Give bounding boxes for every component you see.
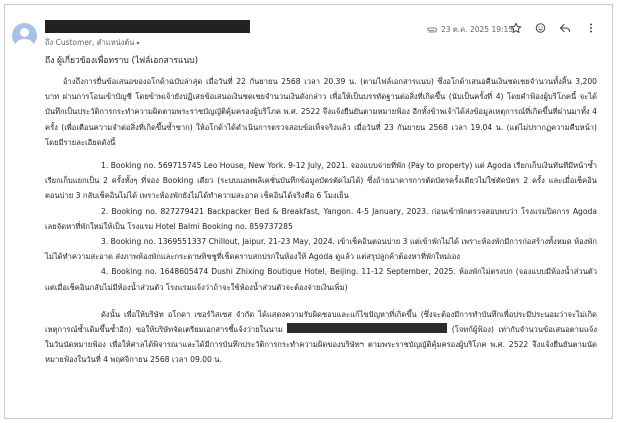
sender-name-redacted	[45, 20, 250, 33]
email-date: 23 ต.ค. 2025 19:15	[441, 25, 514, 34]
emoji-reaction-button[interactable]	[533, 20, 549, 36]
booking-item-1: 1. Booking no. 569715745 Leo House, New York. 9-12 July, 2021. จองแบบจ่ายที่พัก (Pay to property) แต่ Agoda เรียกเก็บเงินทันทีมีหน้าซ้ำ เรียกเก็บแยกเป็น 2 ครั้งทั้งๆ ที่จอง Booking เดียว (ระบบแอพพลิเคชั่นบันทึกข้อมูลบัตรตัดไม่ได้) ซึ่งถ้าธนาคารการตัดบัตรครั้งเดียวไม่ใช่ตัดบัตร 2 ครั้ง และเมื่อเช็คอินตอนบ่าย 3 กลับเช็คอินไม่ได้ เพราะห้องพักยังไม่ได้ทำความสะอาด เช็คอินได้จริงคือ 6 โมงเย็น	[45, 161, 597, 201]
chevron-down-icon[interactable]: ▾	[136, 40, 140, 47]
attachment-icon	[426, 26, 437, 34]
recipients-text: ถึง Customer, ตำแหน่งต้น	[45, 38, 135, 47]
email-greeting: ถึง ผู้เกี่ยวข้องเพื่อทราบ (ไฟล์เอกสารแนบ)	[45, 56, 199, 66]
star-button[interactable]	[508, 20, 524, 36]
reply-button[interactable]	[557, 20, 573, 36]
avatar-body-shape	[15, 39, 34, 48]
booking-item-3: 3. Booking no. 1369551337 Chillout, Jaipur. 21-23 May, 2024. เข้าเช็คอินตอนบ่าย 3 แต่เข้าพักไม่ได้ เพราะห้องพักมีการก่อสร้างทั้งหมด ห้องพักไม่ได้ทำความสะอาด ส่งภาพห้องพักและกระดาษทิชชูที่เช็ดคราบสกปรกในห้องให้ Agoda ดูแล้ว แต่สรุปลูกค้าต้องหาที่พักใหม่เอง	[45, 237, 597, 262]
body-paragraph-closing	[45, 307, 597, 368]
booking-item-2: 2. Booking no. 827279421 Backpacker Bed & Breakfast, Yangon. 4-5 January, 2023. ก่อนเข้าพักตรวจสอบพบว่า โรงแรมปิดการ Agoda เลยจัดหาที่พักใหม่ให้เป็น โรงแรม Hotel Balmi Booking no. 859737285	[45, 206, 597, 231]
email-body	[45, 74, 597, 368]
spacer	[45, 295, 597, 307]
more-vert-icon	[585, 22, 597, 34]
redacted-name	[287, 323, 447, 333]
star-icon	[510, 22, 522, 34]
reply-icon	[559, 22, 571, 34]
sender-avatar[interactable]	[12, 23, 37, 48]
emoji-reaction-icon	[535, 22, 547, 34]
closing-text-after: (โจทก์ผู้ฟ้อง) เท่ากับจำนวนข้อเสนอตามแจ้งในวันนัดหมายฟ้อง เพื่อให้ศาลได้พิจารณาและได้มีการบันทึกประวัติการกระทำความผิดของบริษัทฯ ตามพระราชบัญญัติคุ้มครองผู้บริโภค พ.ศ. 2522 จึงแจ้งยืนยันตามนัดหมายฟ้องในวันที่ 4 พฤศจิกายน 2568 เวลา 09.00 น.	[45, 325, 598, 365]
recipients-line[interactable]	[45, 37, 139, 49]
avatar-head-shape	[20, 28, 29, 37]
more-options-button[interactable]	[583, 20, 599, 36]
booking-item-4: 4. Booking no. 1648605474 Dushi Zhixing Boutique Hotel, Beijing. 11-12 September, 2025. ห้องพักไม่ตรงปก (จองแบบมีห้องน้ำส่วนตัว แต่เมื่อเช็คอินกลับไม่มีห้องน้ำส่วนตัว โรงแรมแจ้งว่าถ้าจะใช้ห้องน้ำส่วนตัวจะต้องจ่ายเงินเพิ่ม)	[45, 267, 597, 292]
body-paragraph-intro: อ้างถึงการยื่นข้อเสนอของอโกด้าฉบับล่าสุด เมื่อวันที่ 22 กันยายน 2568 เวลา 20.39 น. (ตามไฟล์เอกสารแนบ) ซึ่งอโกด้าเสนอคืนเงินชดเชยจำนวนทั้งสิ้น 3,200 บาท ผ่านการโอนเข้าบัญชี โดยข้าพเจ้ายังปฏิเสธข้อเสนอเงินชดเชยจำนวนเงินดังกล่าว เพื่อให้เป็นบรรทัดฐานต่อสิ่งที่เกิดขึ้น (นับเป็นครั้งที่ 4) โดยคำฟ้องผู้บริโภคนี้ จะได้บันทึกเป็นประวัติการกระทำความผิดตามพระราชบัญญัติคุ้มครองผู้บริโภค พ.ศ. 2522 จึงแจ้งยืนยันตามหมายฟ้อง อีกทั้งข้าพเจ้าได้ส่งข้อมูลเหตุการณ์ที่เกิดขึ้นที่ผ่านมาทั้ง 4 ครั้ง (เพื่อเตือนความจำต่อสิ่งที่เกิดขึ้นซ้ำซาก) ให้อโกด้าได้ดำเนินการตรวจสอบข้อเท็จจริงแล้ว เมื่อวันที่ 23 กันยายน 2568 เวลา 19.04 น. (แต่ไม่ปรากฏความคืบหน้า) โดยมีรายละเอียดดังนี้	[45, 77, 597, 147]
spacer	[45, 150, 597, 158]
closing-text-before: ดังนั้น เพื่อให้บริษัท อโกดา เซอร์วิสเซส จำกัด ได้แสดงความรับผิดชอบและแก้ไขปัญหาที่เกิดขึ้น (ซึ่งจะต้องมีการทำบันทึกเพื่อประมีประนอมว่าจะไม่เกิดเหตุการณ์ซ้ำเดิมขึ้นซ้ำอีก) ขอให้บริษัทจัดเตรียมเอกสารชี้แจ้งว่ายในนาม	[45, 309, 597, 335]
email-meta	[426, 24, 513, 36]
